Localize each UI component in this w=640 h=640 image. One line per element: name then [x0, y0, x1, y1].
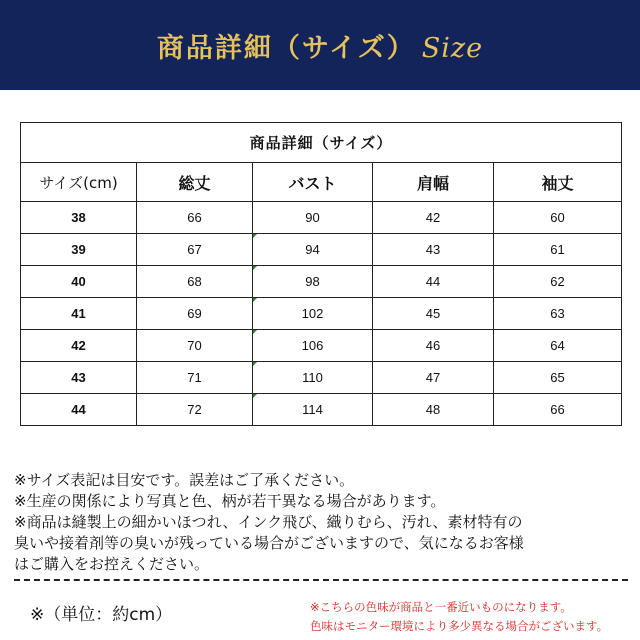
cell-size: 39 — [21, 234, 137, 266]
cell-sleeve: 62 — [494, 266, 622, 298]
note-line: ※商品は縫製上の細かいほつれ、インク飛び、織りむら、汚れ、素材特有の — [14, 513, 523, 531]
column-header-sleeve: 袖丈 — [494, 163, 622, 202]
table-row — [21, 330, 622, 362]
cell-bust-value: 98 — [305, 274, 320, 289]
table-header-row — [21, 163, 622, 202]
table-row — [21, 394, 622, 426]
cell-shoulder: 48 — [373, 394, 494, 426]
corner-mark — [253, 394, 257, 398]
note-line: ※生産の関係により写真と色、柄が若干異なる場合があります。 — [14, 492, 446, 510]
cell-bust — [253, 234, 373, 266]
color-disclaimer — [310, 598, 635, 636]
cell-shoulder: 44 — [373, 266, 494, 298]
cell-bust — [253, 394, 373, 426]
cell-bust-value: 110 — [302, 370, 323, 385]
dashed-divider — [14, 579, 628, 581]
cell-length: 69 — [137, 298, 253, 330]
cell-sleeve: 65 — [494, 362, 622, 394]
cell-bust — [253, 266, 373, 298]
cell-bust-value: 102 — [301, 306, 324, 321]
unit-label: ※（単位：約cm） — [30, 605, 173, 625]
note-line: はご購入をお控えください。 — [14, 555, 210, 573]
cell-shoulder: 42 — [373, 202, 494, 234]
cell-bust: 90 — [253, 202, 373, 234]
cell-size: 43 — [21, 362, 137, 394]
title-latin: Size — [421, 33, 484, 64]
cell-length: 67 — [137, 234, 253, 266]
column-header-size: サイズ(cm) — [21, 163, 137, 202]
cell-sleeve: 64 — [494, 330, 622, 362]
cell-length: 72 — [137, 394, 253, 426]
cell-bust — [253, 362, 373, 394]
corner-mark — [253, 330, 257, 334]
page-title — [0, 26, 640, 65]
cell-bust-value: 106 — [301, 338, 324, 353]
corner-mark — [253, 266, 257, 270]
cell-bust — [253, 330, 373, 362]
notes-block — [14, 470, 632, 575]
title-japanese: 商品詳細（サイズ） — [156, 33, 416, 64]
corner-mark — [253, 362, 257, 366]
table-row — [21, 202, 622, 234]
disclaimer-line: ※こちらの色味が商品と一番近いものになります。 — [310, 600, 572, 614]
column-header-length: 総丈 — [137, 163, 253, 202]
cell-length: 66 — [137, 202, 253, 234]
cell-length: 68 — [137, 266, 253, 298]
cell-sleeve: 60 — [494, 202, 622, 234]
cell-bust-value: 94 — [305, 242, 320, 257]
cell-size: 40 — [21, 266, 137, 298]
cell-size: 42 — [21, 330, 137, 362]
table-row — [21, 266, 622, 298]
corner-mark — [253, 298, 257, 302]
cell-size: 41 — [21, 298, 137, 330]
table-row — [21, 298, 622, 330]
table-caption-row — [21, 123, 622, 163]
cell-length: 70 — [137, 330, 253, 362]
table-row — [21, 234, 622, 266]
cell-sleeve: 61 — [494, 234, 622, 266]
cell-size: 38 — [21, 202, 137, 234]
note-line: 臭いや接着剤等の臭いが残っている場合がございますので、気になるお客様 — [14, 534, 524, 552]
corner-mark — [253, 234, 257, 238]
cell-shoulder: 45 — [373, 298, 494, 330]
cell-shoulder: 46 — [373, 330, 494, 362]
table-caption: 商品詳細（サイズ） — [21, 123, 622, 163]
header-banner — [0, 0, 640, 90]
column-header-shoulder: 肩幅 — [373, 163, 494, 202]
cell-sleeve: 63 — [494, 298, 622, 330]
note-line: ※サイズ表記は目安です。誤差はご了承ください。 — [14, 471, 355, 489]
cell-shoulder: 47 — [373, 362, 494, 394]
cell-shoulder: 43 — [373, 234, 494, 266]
column-header-bust: バスト — [253, 163, 373, 202]
disclaimer-line: 色味はモニター環境により多少異なる場合がございます。 — [310, 619, 609, 633]
cell-size: 44 — [21, 394, 137, 426]
cell-bust-value: 114 — [302, 402, 323, 417]
cell-length: 71 — [137, 362, 253, 394]
table-row — [21, 362, 622, 394]
cell-bust — [253, 298, 373, 330]
size-table — [20, 122, 622, 426]
cell-sleeve: 66 — [494, 394, 622, 426]
